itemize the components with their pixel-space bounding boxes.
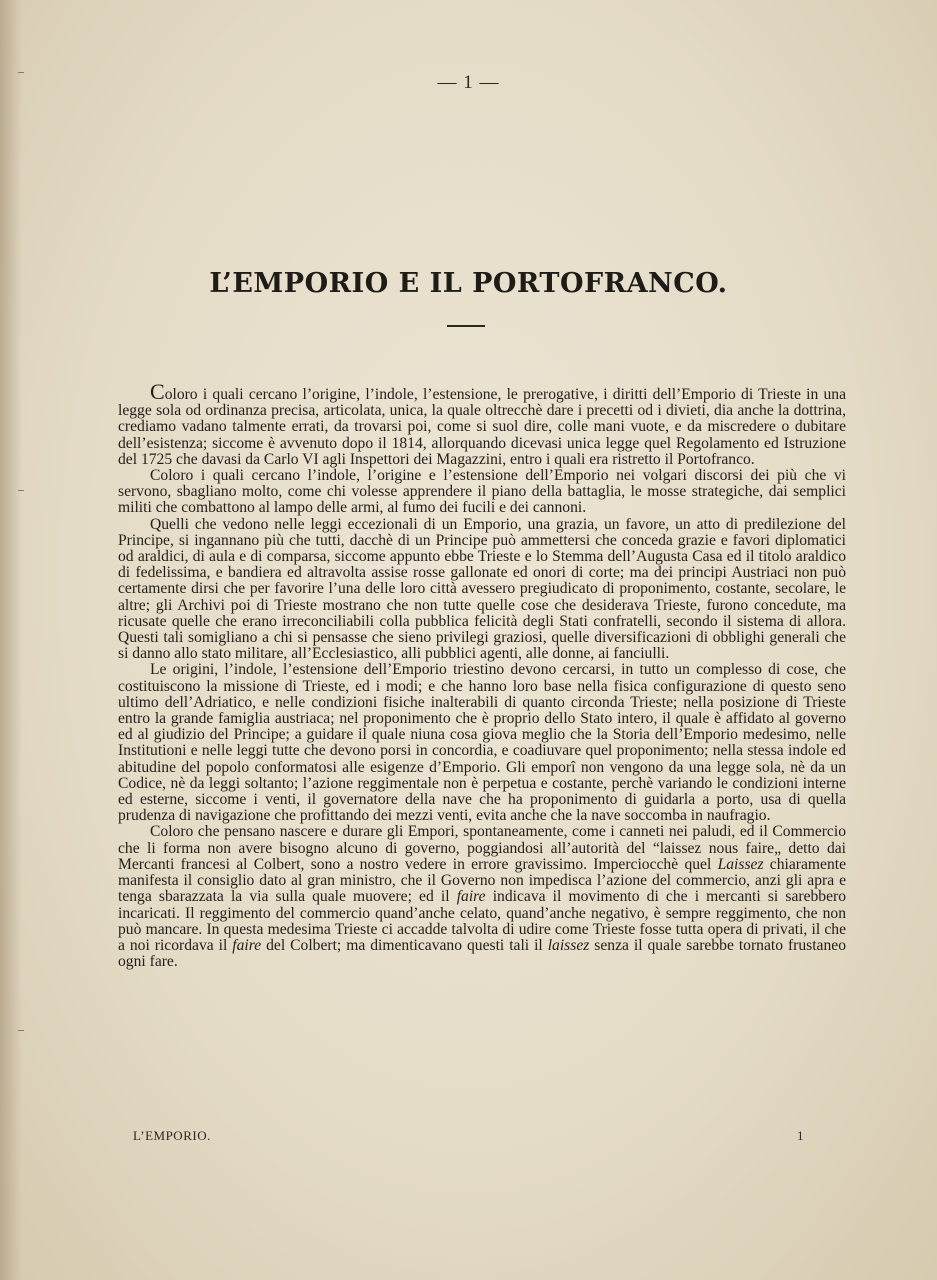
paragraph-3: Quelli che vedono nelle leggi eccezionali di un Emporio, una grazia, un favore, un atto di predilezione del Principe, si ingannano più che tutti, dacchè di un Principe può ammettersi che conceda grazie e favori diplomatici od araldici, di aula e di comparsa, siccome appunto ebbe Trieste e lo Stemma dell’Augusta Casa ed il titolo araldico di fedelissima, e bandiera ed altravolta assise rosse gallonate ed onori di corte; ma dei principi Austriaci non può certamente dirsi che per favorire l’una delle loro città avessero pregiudicato di proponimento, costante, secolare, le altre; gli Archivi poi di Trieste mostrano che non tutte quelle cose che desiderava Trieste, furono concedute, ma ricusate quelle che erano irreconciliabili colla pubblica felicità degli Stati confratelli, secondo il sistema di allora. Questi tali somigliano a chi si pensasse che sieno privilegi graziosi, quelle diversificazioni di obblighi generali che si danno allo stato militare, all’Ecclesiastico, alli pubblici agenti, alle donne, ai fanciulli. (118, 515, 846, 663)
italic-laissez-2: laissez (547, 936, 590, 954)
margin-mark (18, 72, 24, 73)
italic-laissez: Laissez (717, 855, 764, 873)
paragraph-5-text-d: del Colbert; ma dimenticavano questi tali il (261, 936, 548, 954)
paragraph-5-text-a: Coloro che pensano nascere e durare gli Empori, spontaneamente, come i canneti nei paludi, ed il Commercio che li forma non avere bisogno alcuno di governo, poggiandosi all’autorità del “laissez nous faire„ detto dai Mercanti francesi al Colbert, sono a nostro vedere in errore gravissimo. Imperciocchè quel (118, 823, 846, 873)
paragraph-2: Coloro i quali cercano l’indole, l’origine e l’estensione dell’Emporio nei volgari discorsi dei più che vi servono, sbagliano molto, come chi volesse apprendere il piano della battaglia, le mosse strategiche, dai semplici militi che combattono al lampo delle armi, al fumo dei fucili e dei cannoni. (118, 467, 846, 517)
italic-faire-2: faire (232, 936, 262, 954)
paragraph-5-text-c: indicava il movimento di che i mercanti si sarebbero incaricati. Il reggimento del commercio quand’anche celato, quand’anche negativo, è sempre reggimento, che non può mancare. In questa medesima Trieste ci accadde talvolta di udire come Trieste fosse tutta opera di privati, il che a noi ricordava il (118, 888, 846, 954)
footer-signature: L’EMPORIO. (133, 1128, 211, 1143)
article-body (118, 379, 846, 971)
initial-letter: C (150, 379, 165, 404)
paragraph-5-text-b: chiaramente manifesta il consiglio dato al gran ministro, che il Governo non impedisca l’azione del commercio, anzi gli apra e tenga sbarazzata la via sulla quale muovere; ed il (118, 855, 846, 906)
page-number-header: — 1 — (437, 72, 500, 93)
page-title: L’EMPORIO E IL PORTOFRANCO. (209, 268, 728, 299)
paragraph-1-text: oloro i quali cercano l’origine, l’indole, l’estensione, le prerogative, i diritti dell’Emporio di Trieste in una legge sola od ordinanza precisa, articolata, unica, la quale oltrecchè dare i precetti od i divieti, dia anche la dottrina, crediamo vadano talmente errati, da trovarsi poi, come si suol dire, colle mani vuote, e da miscredere o dubitare dell’esistenza; siccome è avvenuto dopo il 1814, allorquando dicevasi unica legge quel Regolamento ed Istruzione del 1725 che davasi da Carlo VI agli Inspettori dei Magazzini, entro i quali era ristretto il Portofranco. (118, 386, 846, 468)
title-divider (447, 325, 485, 327)
margin-mark (18, 490, 24, 491)
paragraph-4: Le origini, l’indole, l’estensione dell’Emporio triestino devono cercarsi, in tutto un complesso di cose, che costituiscono la missione di Trieste, ed i modi; e che hanno loro base nella fisica configurazione di questo seno ultimo dell’Adriatico, e nelle condizioni fisiche inalterabili di quanto circonda Trieste; nella posizione di Trieste entro la grande famiglia austriaca; nel proponimento che è proprio dello Stato intero, il quale è affidato al governo ed al giudizio del Principe; a guidare il quale niuna cosa giova meglio che la Storia dell’Emporio medesimo, nelle Institutioni e nelle leggi tutte che devono porsi in concordia, e coadiuvare quel proponimento; nella stessa indole ed abitudine del popolo conformatosi alle esigenze d’Emporio. Gli emporî non vengono da una legge sola, nè da un Codice, nè da leggi soltanto; l’azione reggimentale non è perpetua e costante, perchè variando le condizioni interne ed esterne, siccome i venti, il governatore della nave che ha proponimento di guidarla a porto, usa di quella prudenza di navigazione che profittando dei mezzi venti, evita anche che la nave soccomba in naufragio. (118, 661, 846, 825)
paragraph-5-text-e: senza il quale sarebbe tornato frustaneo ogni fare. (118, 936, 846, 971)
footer-sheet-number: 1 (797, 1128, 804, 1143)
paragraph-1 (118, 379, 846, 468)
paragraph-5 (118, 824, 846, 970)
margin-mark (18, 1030, 24, 1031)
italic-faire: faire (456, 888, 486, 906)
